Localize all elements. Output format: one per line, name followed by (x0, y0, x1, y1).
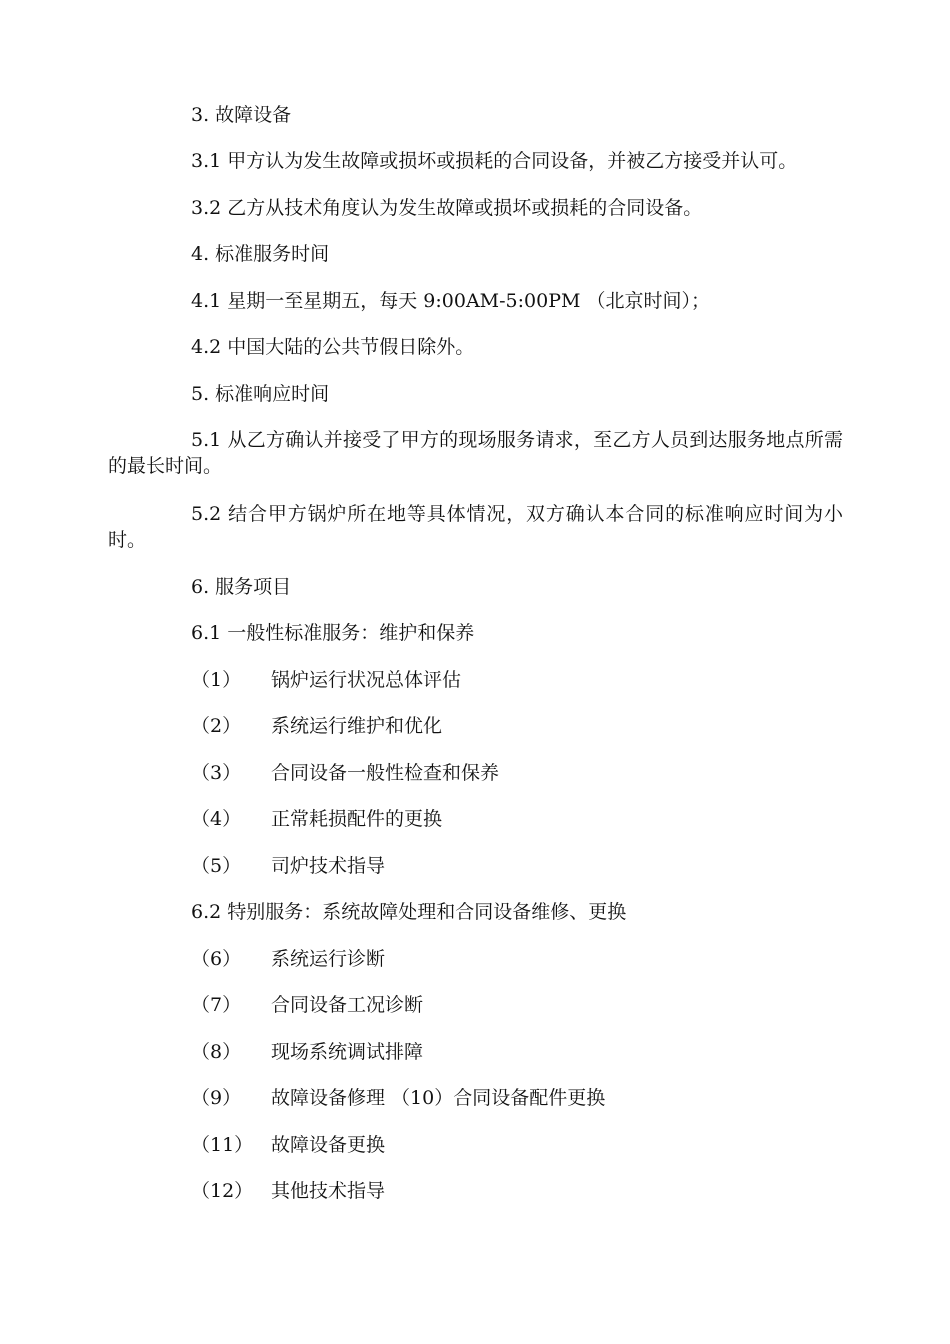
section-3-heading: 3. 故障设备 (191, 104, 292, 126)
list-item-text: 合同设备一般性检查和保养 (271, 762, 500, 784)
clause-3-2: 3.2 乙方从技术角度认为发生故障或损坏或损耗的合同设备。 (191, 197, 703, 219)
clause-5-1: 5.1 从乙方确认并接受了甲方的现场服务请求，至乙方人员到达服务地点所需的最长时间。 (108, 429, 843, 477)
list-item (191, 1132, 385, 1158)
clause-4-1: 4.1 星期一至星期五，每天 9:00AM-5:00PM （北京时间）； (191, 290, 711, 312)
list-item-text: 故障设备修理 （10）合同设备配件更换 (271, 1087, 606, 1109)
list-item (191, 946, 385, 972)
list-item (191, 992, 423, 1018)
list-item-text: 正常耗损配件的更换 (271, 808, 443, 830)
list-item-number: （9） (191, 1087, 242, 1109)
clause-4-2: 4.2 中国大陆的公共节假日除外。 (191, 336, 475, 358)
list-item (191, 713, 442, 739)
list-item-text: 合同设备工况诊断 (271, 994, 424, 1016)
list-item-number: （11） (191, 1134, 254, 1156)
clause-6-2: 6.2 特别服务：系统故障处理和合同设备维修、更换 (191, 901, 627, 923)
clause-3-1: 3.1 甲方认为发生故障或损坏或损耗的合同设备，并被乙方接受并认可。 (191, 150, 798, 172)
list-item-number: （7） (191, 994, 242, 1016)
list-item-text: 系统运行诊断 (271, 948, 386, 970)
list-item-number: （8） (191, 1041, 242, 1063)
clause-5-2: 5.2 结合甲方锅炉所在地等具体情况，双方确认本合同的标准响应时间为小时。 (108, 503, 843, 551)
list-item-number: （5） (191, 855, 242, 877)
list-item (191, 1178, 385, 1204)
list-item-number: （2） (191, 715, 242, 737)
list-item-number: （4） (191, 808, 242, 830)
list-item-number: （6） (191, 948, 242, 970)
list-item-number: （3） (191, 762, 242, 784)
list-item-text: 锅炉运行状况总体评估 (271, 669, 462, 691)
list-item-number: （1） (191, 669, 242, 691)
list-item-text: 其他技术指导 (271, 1180, 386, 1202)
list-item-number: （12） (191, 1180, 254, 1202)
list-item-text: 系统运行维护和优化 (271, 715, 443, 737)
list-item (191, 760, 499, 786)
section-6-heading: 6. 服务项目 (191, 576, 292, 598)
list-item-text: 现场系统调试排障 (271, 1041, 424, 1063)
list-item (191, 1085, 605, 1111)
list-item (191, 1039, 423, 1065)
list-item (191, 806, 442, 832)
section-5-heading: 5. 标准响应时间 (191, 383, 330, 405)
list-item (191, 853, 385, 879)
list-item-text: 故障设备更换 (271, 1134, 386, 1156)
clause-6-1: 6.1 一般性标准服务：维护和保养 (191, 622, 475, 644)
section-4-heading: 4. 标准服务时间 (191, 243, 330, 265)
list-item-text: 司炉技术指导 (271, 855, 386, 877)
list-item (191, 667, 461, 693)
